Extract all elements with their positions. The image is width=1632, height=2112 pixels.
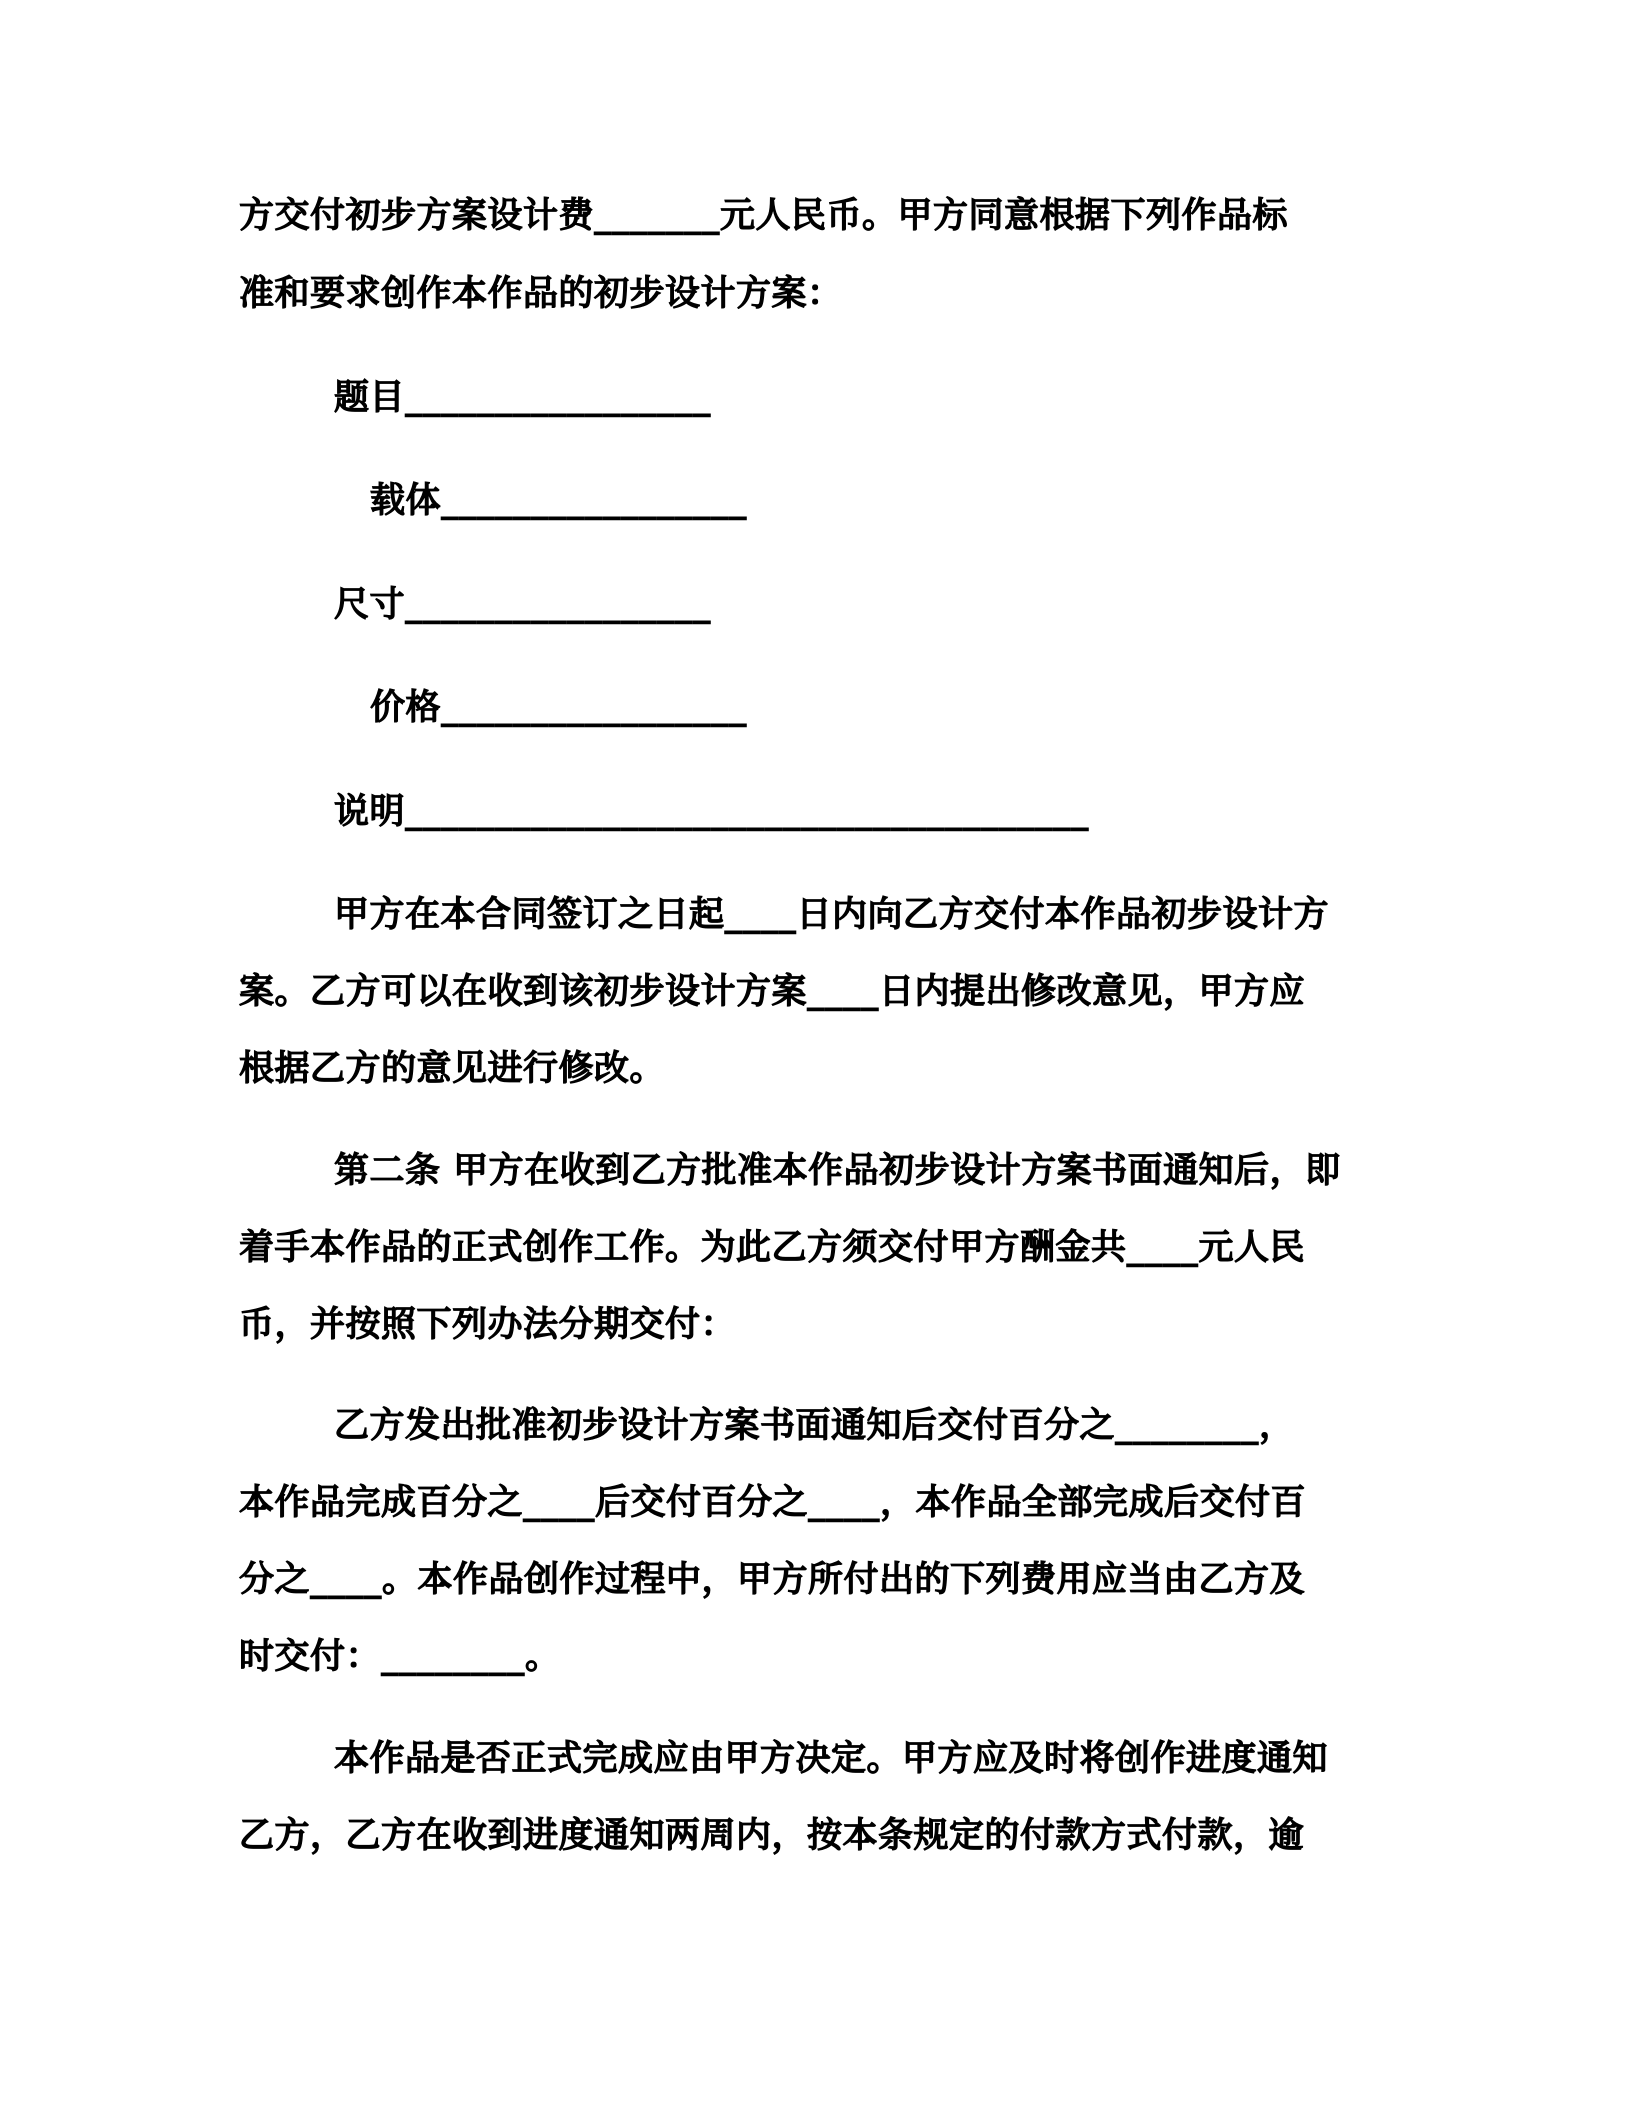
text-line: 案。乙方可以在收到该初步设计方案____日内提出修改意见，甲方应: [239, 972, 1306, 1012]
text-line: 着手本作品的正式创作工作。为此乙方须交付甲方酬金共____元人民: [239, 1228, 1306, 1268]
article-two-heading: 第二条 甲方在收到乙方批准本作品初步设计方案书面通知后，即: [334, 1151, 1341, 1191]
text-line: 币，并按照下列办法分期交付：: [239, 1305, 737, 1345]
text-line: 甲方在本合同签订之日起____日内向乙方交付本作品初步设计方: [334, 895, 1330, 935]
field-price: 价格_________________: [370, 688, 748, 728]
field-carrier: 载体_________________: [370, 481, 748, 521]
text-line: 乙方发出批准初步设计方案书面通知后交付百分之________，: [334, 1406, 1295, 1446]
text-line: 方交付初步方案设计费_______元人民币。甲方同意根据下列作品标: [239, 196, 1289, 236]
text-line: 准和要求创作本作品的初步设计方案：: [239, 274, 843, 314]
text-line: 本作品完成百分之____后交付百分之____，本作品全部完成后交付百: [239, 1483, 1307, 1523]
field-title: 题目_________________: [334, 378, 712, 418]
text-line: 本作品是否正式完成应由甲方决定。甲方应及时将创作进度通知: [334, 1739, 1329, 1779]
text-line: 分之____。本作品创作过程中，甲方所付出的下列费用应当由乙方及: [239, 1560, 1306, 1600]
text-line: 时交付：________。: [239, 1637, 561, 1677]
text-line: 乙方，乙方在收到进度通知两周内，按本条规定的付款方式付款，逾: [239, 1816, 1305, 1856]
text-line: 根据乙方的意见进行修改。: [239, 1049, 666, 1089]
field-size: 尺寸_________________: [334, 585, 712, 625]
field-description: 说明______________________________________: [334, 792, 1090, 832]
